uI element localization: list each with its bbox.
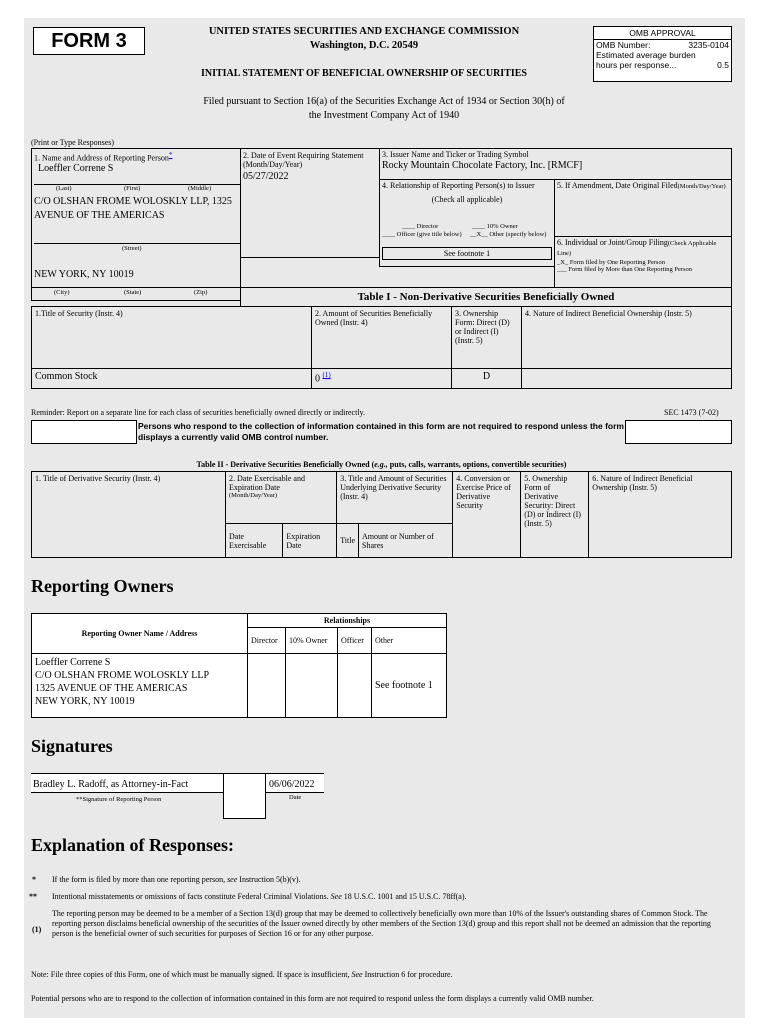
box4-label: 4. Relationship of Reporting Person(s) to Issuer [382, 181, 535, 190]
table-row [32, 654, 447, 718]
table2-header-underlying: 3. Title and Amount of Securities Underlying Derivative Security (Instr. 4) [337, 472, 453, 524]
box5-sub: (Month/Day/Year) [677, 183, 726, 190]
owner-col-director: Director [248, 628, 286, 654]
table2 [31, 471, 732, 558]
table2-header-dates-sub: (Month/Day/Year) [229, 492, 278, 499]
explanation-mark: (1) [32, 925, 42, 934]
owner-col-officer: Officer [338, 628, 372, 654]
owner-ten-pct-cell [286, 654, 338, 718]
table1-header-form: 3. Ownership Form: Direct (D) or Indirect (I) (Instr. 5) [452, 307, 522, 369]
owner-director-cell [248, 654, 286, 718]
relationships-header: Relationships [248, 614, 447, 628]
amendment-box [554, 179, 732, 237]
issuer-value: Rocky Mountain Chocolate Factory, Inc. [RMCF] [382, 160, 583, 171]
box5-label: 5. If Amendment, Date Original Filed [557, 181, 678, 190]
table1-header-amount: 2. Amount of Securities Beneficially Owned (Instr. 4) [312, 307, 452, 369]
table2-sub-date-exercisable: Date Exercisable [226, 524, 283, 558]
reporting-person-name: Loeffler Correne S [38, 163, 114, 174]
omb-hours-label: hours per response... [596, 60, 677, 70]
officer-option: ____ Officer (give title below) [382, 231, 462, 238]
signature-date-cell [266, 773, 324, 793]
street-label: (Street) [122, 245, 142, 252]
event-date-box [240, 148, 380, 258]
first-label: (First) [124, 185, 141, 192]
explanation-mark: * [32, 875, 36, 884]
reporting-person-address: C/O OLSHAN FROME WOLOSKLY LLP, 1325 AVENUE OF THE AMERICAS [34, 196, 232, 221]
event-date-value: 05/27/2022 [243, 171, 289, 182]
owner-line: C/O OLSHAN FROME WOLOSKLY LLP [35, 670, 210, 681]
table2-sub-title: Title [337, 524, 359, 558]
table2-header-price: 4. Conversion or Exercise Price of Derivative Security [453, 472, 521, 558]
reporting-person-city: NEW YORK, NY 10019 [34, 269, 134, 280]
issuer-box [379, 148, 732, 180]
signature-name-cell [31, 773, 223, 793]
table1-amount: 0 [315, 373, 320, 385]
explanation-item: If the form is filed by more than one reporting person, see Instruction 5(b)(v). [52, 875, 301, 884]
reporting-person-box [31, 148, 241, 288]
reporting-owners-table [31, 613, 447, 718]
box3-label: 3. Issuer Name and Ticker or Trading Symbol [382, 150, 529, 159]
box1-asterisk-link[interactable]: * [168, 151, 173, 159]
signatures-heading: Signatures [31, 736, 113, 756]
table1 [31, 306, 732, 389]
owner-name-address [32, 654, 248, 718]
ten-pct-option: ____ 10% Owner [472, 223, 518, 230]
omb-hours-value: 0.5 [717, 60, 729, 70]
table2-header-ownership: 5. Ownership Form of Derivative Security: Direct (D) or Indirect (I) (Instr. 5) [521, 472, 589, 558]
explanation-item: The reporting person may be deemed to be a member of a Section 13(d) group that may be deemed to collectively beneficially own more than 10% of the Issuer's outstanding shares of Common Stock. The reporting person disclaims beneficial ownership of the securities of the Issuer owned directly by other members of the Section 13(d) group and this report shall not be deemed an admission that the reporting person is the beneficial owner of such securities for purposes of Section 16 or for any other purpose. [52, 909, 711, 938]
print-or-type-note: (Print or Type Responses) [31, 138, 115, 147]
owner-col-other: Other [372, 628, 447, 654]
table1-title: Table I - Non-Derivative Securities Beneficially Owned [240, 287, 732, 307]
owner-officer-cell [338, 654, 372, 718]
check-all-label: (Check all applicable) [431, 195, 503, 204]
filing-option-one: _X_ Form filed by One Reporting Person [557, 259, 665, 266]
omb-approval-box [593, 26, 732, 82]
sec-code: SEC 1473 (7-02) [664, 408, 719, 417]
director-option: ____ Director [402, 223, 439, 230]
city-state-zip-row [31, 287, 241, 301]
form-page [24, 18, 745, 1018]
signature-name: Bradley L. Radoff, as Attorney-in-Fact [33, 779, 189, 790]
table1-header-nature: 4. Nature of Indirect Beneficial Ownership (Instr. 5) [522, 307, 732, 369]
last-label: (Last) [56, 185, 72, 192]
filing-option-more: ___ Form filed by More than One Reporting Person [557, 266, 693, 273]
middle-label: (Middle) [188, 185, 212, 192]
table1-nature [522, 369, 732, 389]
note-text: Note: File three copies of this Form, one of which must be manually signed. If space is insufficient, See Instruction 6 for procedure. [31, 970, 453, 979]
omb-title: OMB APPROVAL [594, 27, 731, 40]
owner-line: NEW YORK, NY 10019 [35, 696, 135, 707]
form-label: FORM 3 [33, 27, 145, 55]
state-label: (State) [124, 289, 142, 296]
table2-header-nature: 6. Nature of Indirect Beneficial Ownership (Instr. 5) [589, 472, 732, 558]
owner-line: 1325 AVENUE OF THE AMERICAS [35, 683, 188, 694]
owner-col-ten-pct: 10% Owner [286, 628, 338, 654]
omb-number: 3235-0104 [688, 40, 729, 50]
table2-sub-expiration: Expiration Date [283, 524, 337, 558]
explanation-mark: ** [29, 892, 37, 901]
reminder-text: Reminder: Report on a separate line for each class of securities beneficially owned directly or indirectly. [31, 408, 366, 417]
owner-line: Loeffler Correne S [35, 657, 111, 668]
owner-col-name: Reporting Owner Name / Address [32, 614, 248, 654]
box6-sub: (Check Applicable Line) [557, 240, 717, 257]
omb-number-label: OMB Number: [596, 40, 651, 50]
relationship-box [379, 179, 555, 267]
table2-header-title: 1. Title of Derivative Security (Instr. 4) [32, 472, 226, 558]
potential-persons-text: Potential persons who are to respond to the collection of information contained in this form are not required to respond unless the form displays a currently valid OMB number. [31, 994, 594, 1003]
agency-name: UNITED STATES SECURITIES AND EXCHANGE COMMISSION [208, 26, 520, 37]
box6-label: 6. Individual or Joint/Group Filing [557, 238, 668, 247]
table2-title: Table II - Derivative Securities Beneficially Owned (e.g., puts, calls, warrants, options, convertible securities) [196, 460, 567, 469]
other-option: __X__ Other (specify below) [470, 231, 547, 238]
form-title: INITIAL STATEMENT OF BENEFICIAL OWNERSHIP OF SECURITIES [200, 68, 527, 79]
filed-pursuant-line1: Filed pursuant to Section 16(a) of the Securities Exchange Act of 1934 or Section 30(h) of [203, 96, 565, 107]
signature-label: **Signature of Reporting Person [76, 796, 162, 803]
explanation-heading: Explanation of Responses: [31, 835, 235, 855]
table1-header-title: 1.Title of Security (Instr. 4) [32, 307, 312, 369]
explanation-item: Intentional misstatements or omissions of facts constitute Federal Criminal Violations. See 18 U.S.C. 1001 and 15 U.S.C. 78ff(a). [52, 892, 467, 901]
filing-type-box [554, 236, 732, 288]
notice-right-box [625, 420, 732, 444]
table2-header-dates: 2. Date Exercisable and Expiration Date [229, 474, 305, 492]
notice-left-box [31, 420, 137, 444]
date-label: Date [289, 794, 302, 801]
table-row [32, 369, 732, 389]
see-footnote-box: See footnote 1 [382, 247, 552, 260]
signature-spacer-cell [223, 773, 266, 819]
city-label: (City) [54, 289, 70, 296]
box1-label: 1. Name and Address of Reporting Person [34, 153, 169, 163]
filed-pursuant-line2: the Investment Company Act of 1940 [308, 110, 460, 121]
table1-ownership-form: D [452, 369, 522, 389]
table2-sub-amount: Amount or Number of Shares [359, 524, 453, 558]
omb-burden-label: Estimated average burden [596, 50, 696, 60]
signature-date: 06/06/2022 [269, 779, 315, 790]
persons-notice: Persons who respond to the collection of information contained in this form are not required to respond unless the form displays a currently valid OMB control number. [138, 421, 624, 442]
owner-other-cell: See footnote 1 [372, 654, 447, 718]
box2-label: 2. Date of Event Requiring Statement (Month/Day/Year) [243, 151, 364, 169]
table1-security-title: Common Stock [32, 369, 312, 389]
zip-label: (Zip) [194, 289, 208, 296]
reporting-owners-heading: Reporting Owners [31, 576, 174, 596]
footnote-1-link[interactable]: (1) [322, 371, 331, 379]
agency-location: Washington, D.C. 20549 [309, 40, 419, 51]
